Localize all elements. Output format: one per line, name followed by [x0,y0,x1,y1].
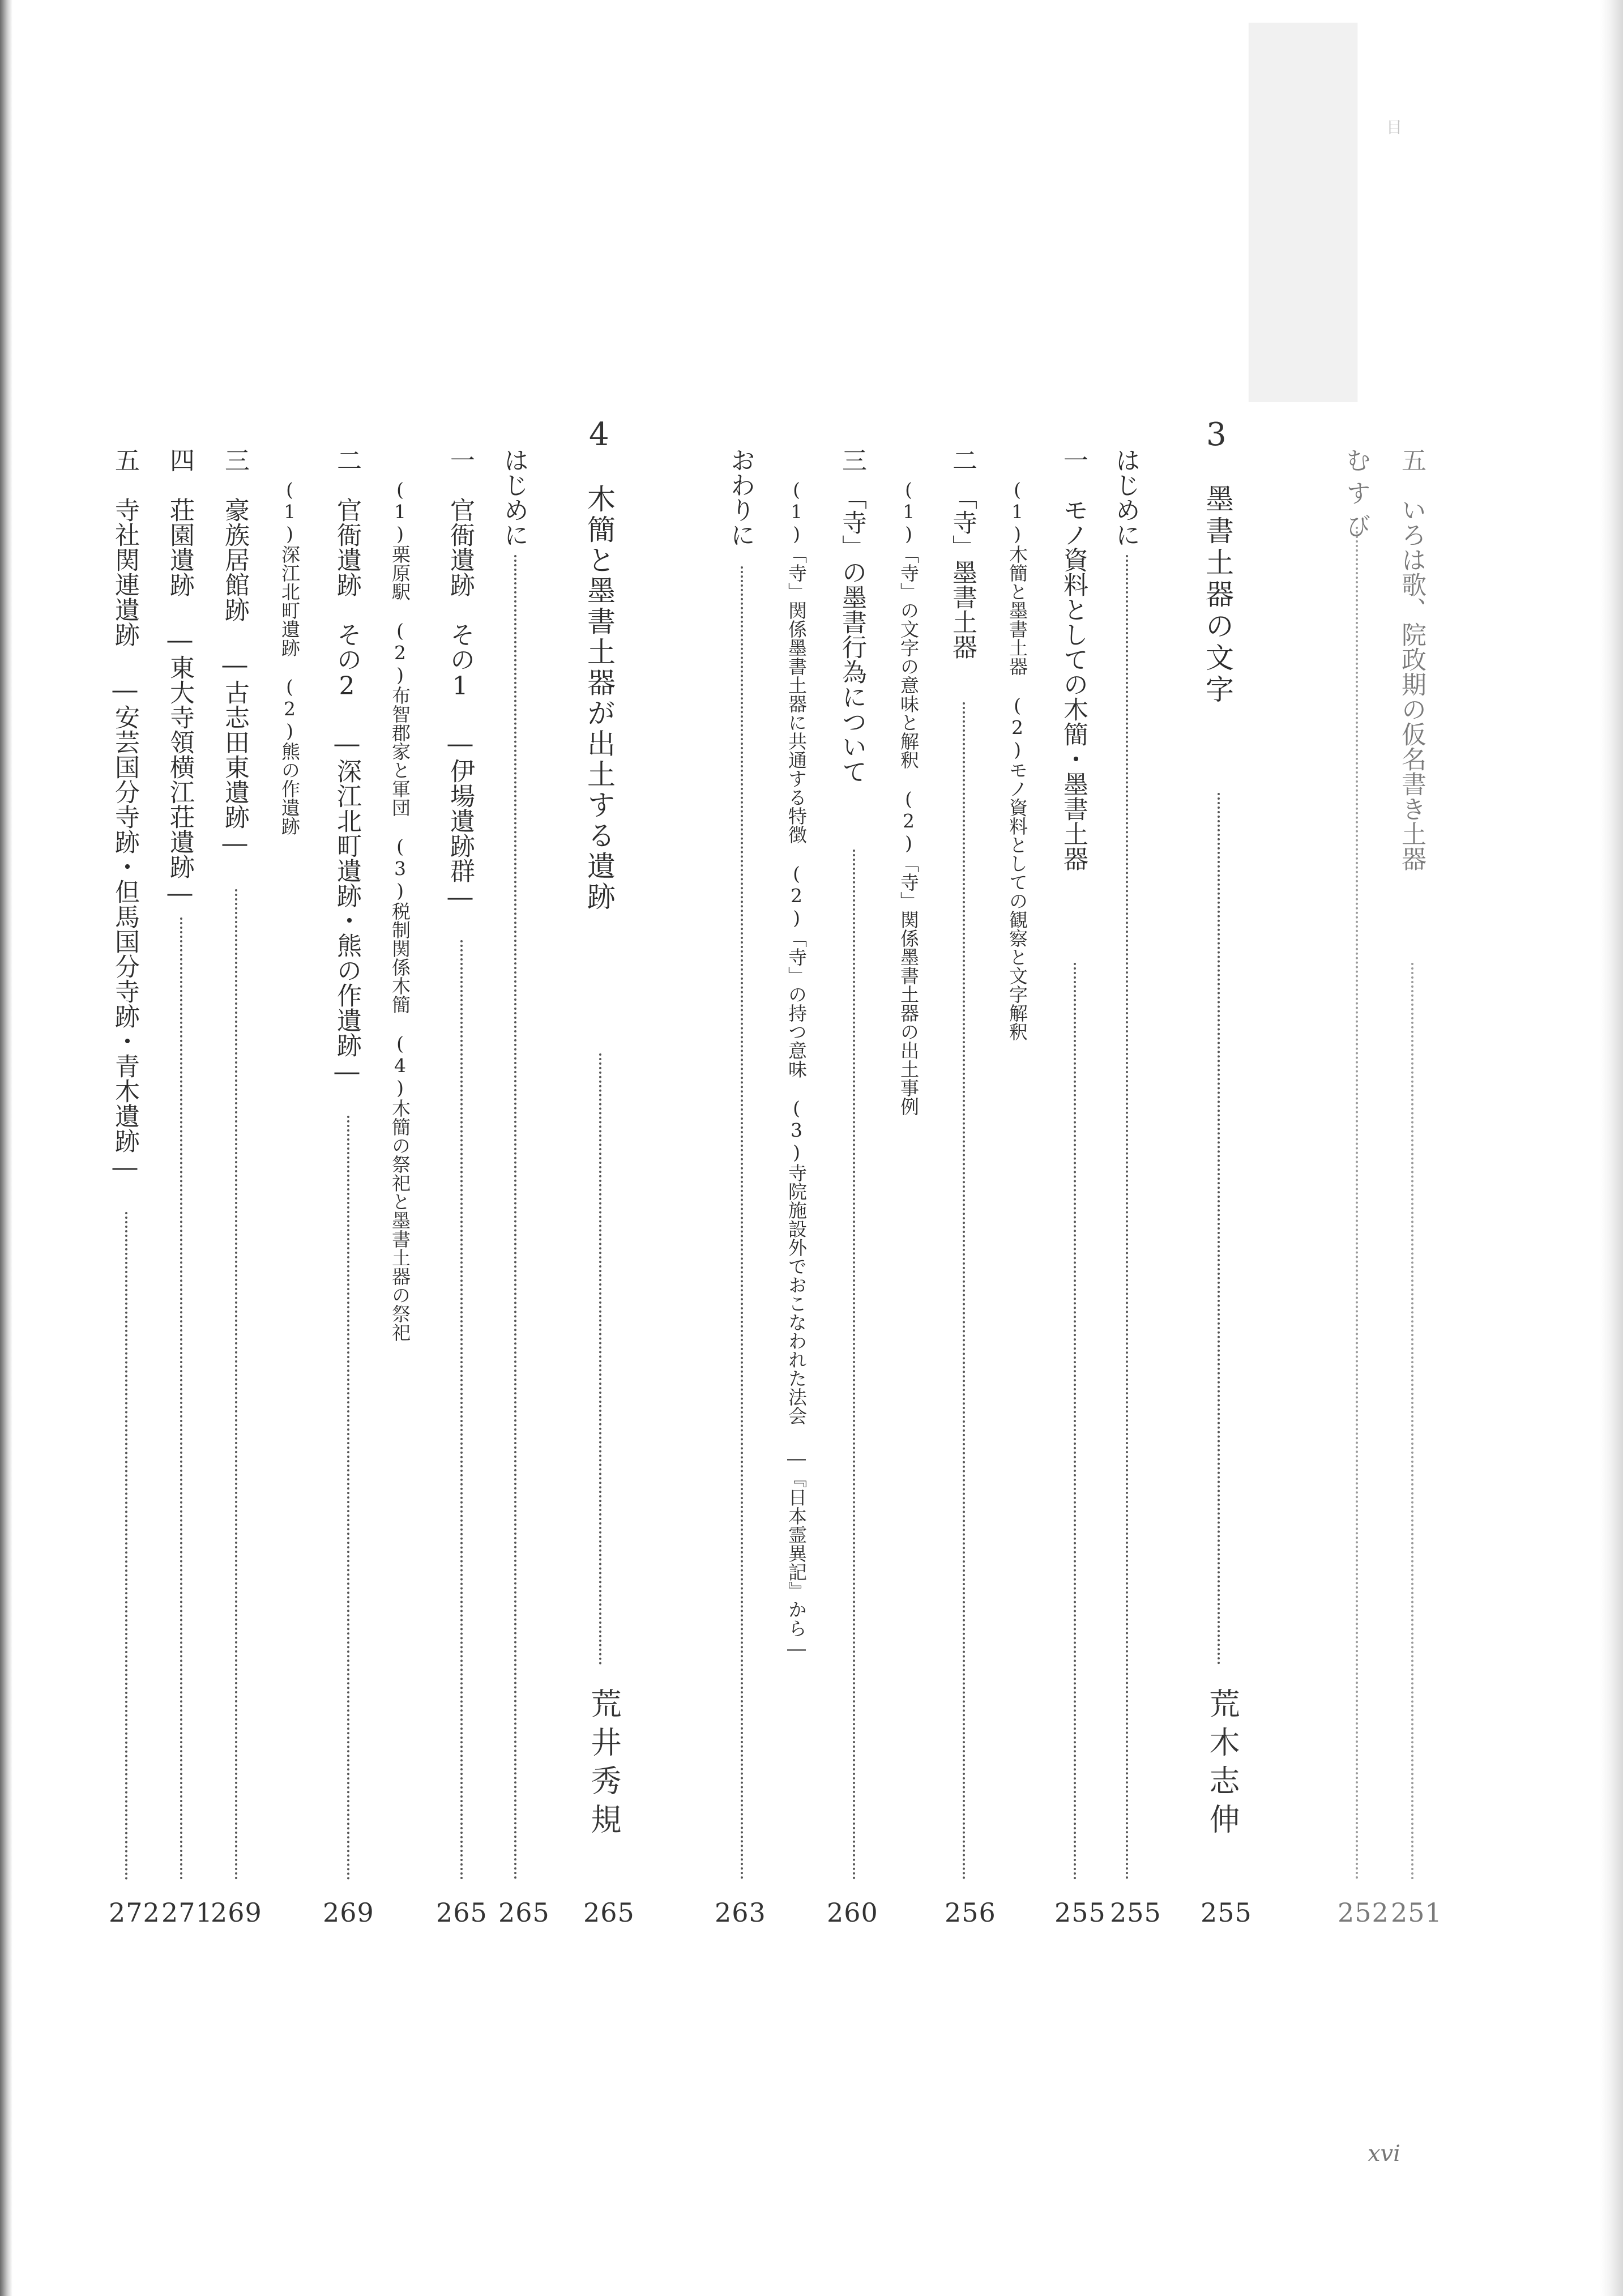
page-number: 255 [1054,1897,1106,1928]
leader-dots [460,940,463,1880]
chapter-author: 荒井秀規 [586,1688,622,1842]
page-number: 269 [211,1897,262,1928]
leader-dots [599,1053,601,1665]
page-number: 255 [1110,1897,1161,1928]
leader-dots [514,555,516,1880]
toc-entry: 二 官衙遺跡 その2 ―深江北町遺跡・熊の作遺跡― [332,447,361,1086]
toc-entry: 五 いろは歌、院政期の仮名書き土器 [1397,447,1426,871]
page-number: 256 [945,1897,996,1928]
toc-subentry: (1)栗原駅 (2)布智郡家と軍団 (3)税制関係木簡 (4)木簡の祭祀と墨書土器の祭祀 [389,479,411,1342]
leader-dots [125,1212,127,1880]
toc-subentry: (1)「寺」の文字の意味と解釈 (2)「寺」関係墨書土器の出土事例 [898,479,920,1116]
page-number: 271 [161,1897,213,1928]
page-number: 265 [498,1897,550,1928]
folio: xvi [1368,2141,1400,2167]
toc-entry: 二 「寺」墨書土器 [948,447,977,659]
leader-dots [347,1116,349,1880]
toc-entry: はじめに [1111,447,1140,547]
page-number: 265 [583,1897,635,1928]
leader-dots [235,889,237,1880]
chapter-number: 4 [589,416,609,453]
bookmark-strip [1249,23,1357,402]
toc-subentry: (1)木簡と墨書土器 (2)モノ資料としての観察と文字解釈 [1006,479,1028,1041]
chapter-title: 木簡と墨書土器が出土する遺跡 [583,484,616,912]
tab-label: 目 [1384,119,1403,135]
leader-dots [741,566,743,1880]
scan-edge-right [1600,0,1623,2296]
chapter-title: 墨書土器の文字 [1201,484,1234,706]
toc-entry: 三 「寺」の墨書行為について [838,447,866,784]
toc-entry: 一 モノ資料としての木簡・墨書土器 [1059,447,1088,871]
page-number: 255 [1201,1897,1252,1928]
page-number: 260 [827,1897,878,1928]
page-number: 265 [436,1897,488,1928]
toc-entry: むすび [1342,447,1370,546]
toc-subentry: (1)深江北町遺跡 (2)熊の作遺跡 [279,479,301,835]
leader-dots [1126,555,1128,1880]
page-number: 263 [715,1897,766,1928]
toc-entry: 四 荘園遺跡 ―東大寺領横江荘遺跡― [165,447,194,908]
leader-dots [963,702,965,1880]
leader-dots [1074,963,1076,1880]
toc-entry: 三 豪族居館跡 ―古志田東遺跡― [220,447,249,858]
page-number: 269 [323,1897,374,1928]
chapter-author: 荒木志伸 [1205,1688,1240,1842]
toc-entry: 五 寺社関連遺跡 ―安芸国分寺跡・但馬国分寺跡・青木遺跡― [110,447,139,1182]
page-number: 252 [1338,1897,1389,1928]
page-number: 272 [109,1897,160,1928]
leader-dots [1411,963,1413,1880]
toc-entry: はじめに [499,447,528,547]
toc-subentry: (1)「寺」関係墨書土器に共通する特徴 (2)「寺」の持つ意味 (3)寺院施設外でおこなわれた法会 ―『日本霊異記』から― [785,479,808,1659]
chapter-number: 3 [1206,416,1227,453]
leader-dots [180,917,182,1880]
page-number: 251 [1391,1897,1442,1928]
scan-edge-left [0,0,12,2296]
leader-dots [1218,793,1220,1665]
toc-entry: おわりに [726,447,755,547]
toc-entry: 一 官衙遺跡 その1 ―伊場遺跡群― [446,447,475,912]
leader-dots [853,850,855,1880]
leader-dots [1356,527,1358,1880]
